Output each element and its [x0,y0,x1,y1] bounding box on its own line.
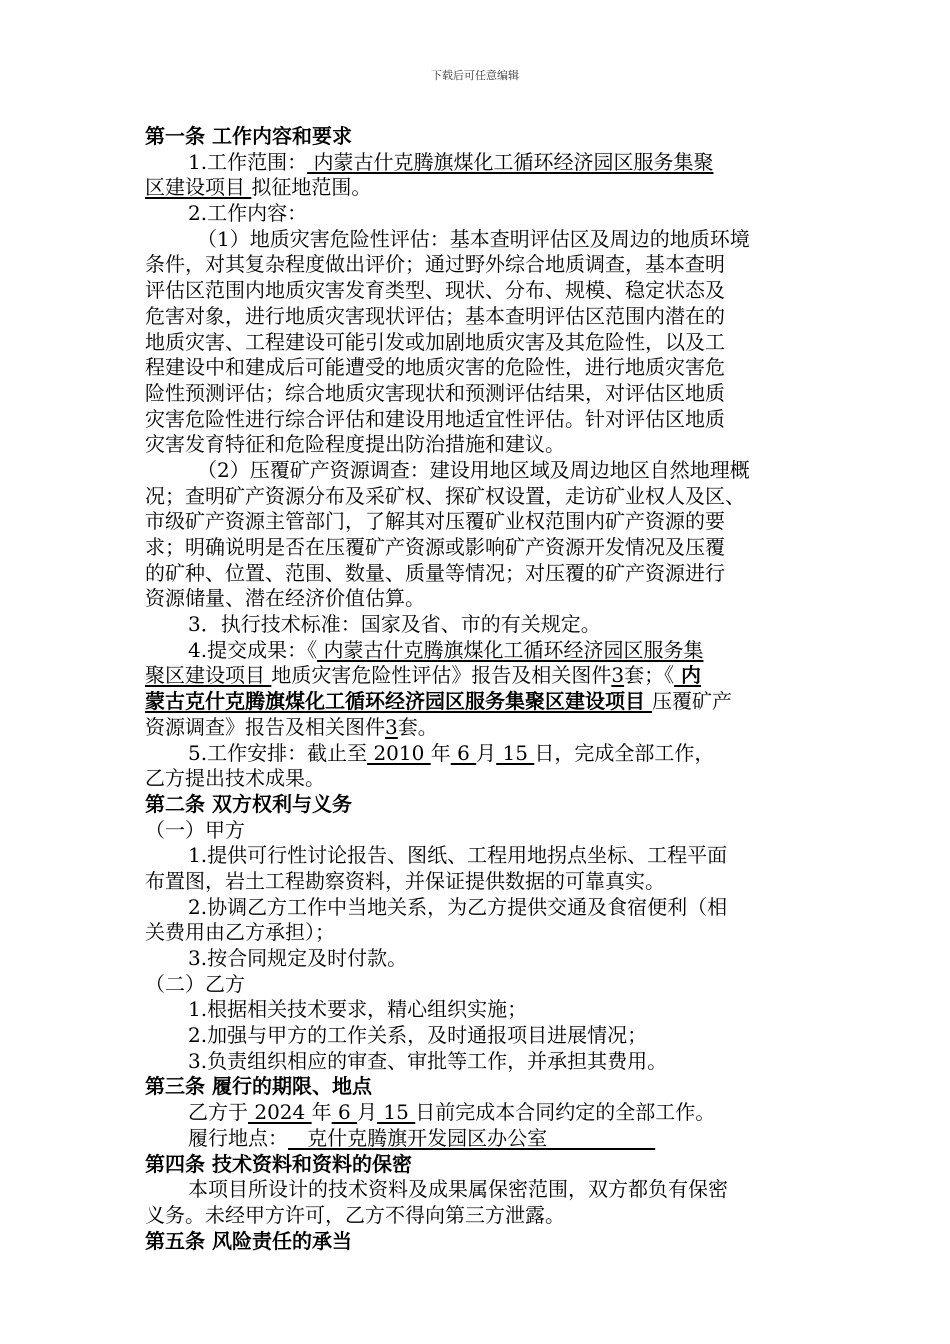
item1-line: 灾害危险性进行综合评估和建设用地适宜性评估。针对评估区地质 [145,406,725,431]
deliver-line-1 [145,638,810,664]
schedule-year: 2010 [367,740,431,765]
deliver-project2: 内 [674,663,702,688]
item1-line: 条件，对其复杂程度做出评价；通过野外综合地质调查，基本查明 [145,252,725,277]
deliver-prefix: 4.提交成果：《 [188,637,318,662]
item2-line: 求；明确说明是否在压覆矿产资源或影响矿产资源开发情况及压覆 [145,535,725,559]
schedule-month: 6 [450,740,477,765]
scope-line-2 [145,175,810,201]
scope-suffix: 拟征地范围。 [251,175,372,200]
scope-line [145,150,810,176]
deliver-mid1: 地质灾害危险性评估》报告及相关图件 [271,663,612,688]
schedule-line [145,741,810,767]
partyA-item3: 3.按合同规定及时付款。 [188,946,408,970]
item2-line: 市级矿产资源主管部门，了解其对压覆矿业权范围内矿产资源的要 [145,509,725,534]
deadline-month-label: 月 [357,1100,378,1125]
deadline-month: 6 [331,1100,358,1125]
scope-project: 内蒙古什克腾旗煤化工循环经济园区服务集聚 [307,149,714,174]
item1-line: 程建设中和建成后可能遭受的地质灾害的危险性，进行地质灾害危 [145,355,725,380]
article5-title: 第五条 风险责任的承当 [145,1228,352,1253]
item1-line: 地质灾害、工程建设可能引发或加剧地质灾害及其危险性，以及工 [145,329,725,354]
place-prefix: 履行地点： [188,1125,288,1150]
item1-line: 危害对象，进行地质灾害现状评估；基本查明评估区范围内潜在的 [145,303,725,328]
deliver-project1-cont: 聚区建设项目 [145,663,272,688]
partyB-item3: 3.负责组织相应的审查、审批等工作，并承担其费用。 [188,1048,668,1073]
deliver-line-4 [145,715,810,741]
schedule-suffix: 日，完成全部工作， [534,740,715,765]
item2-line: 况；查明矿产资源分布及采矿权、探矿权设置，走访矿业权人及区、 [145,483,745,508]
deliver-line-2 [145,663,810,689]
deliver-mid4: 资源调查》报告及相关图件 [145,714,385,739]
article1-title: 第一条 工作内容和要求 [145,124,352,148]
item2-line: 资源储量、潜在经济价值估算。 [145,586,425,611]
deliver-count1: 3 [611,663,625,688]
contract-body [145,124,810,1254]
deliver-line-3 [145,689,810,715]
partyA-item2-cont: 关费用由乙方承担）； [145,920,335,945]
place-line [145,1126,810,1152]
schedule-prefix: 5.工作安排：截止至 [188,740,368,765]
deliver-count2: 3 [385,714,398,739]
item2-line: 的矿种、位置、范围、数量、质量等情况；对压覆的矿产资源进行 [145,560,725,585]
item1-line: 险性预测评估；综合地质灾害现状和预测评估结果，对评估区地质 [145,380,725,405]
schedule-year-label: 年 [430,740,451,765]
partyA-item2: 2.协调乙方工作中当地关系，为乙方提供交通及食宿便利（相 [188,894,728,919]
scope-prefix: 1.工作范围： [188,149,308,174]
schedule-month-label: 月 [476,740,497,765]
article2-title: 第二条 双方权利与义务 [145,791,352,816]
place-value: 克什克腾旗开发园区办公室 [288,1125,656,1150]
deadline-year: 2024 [248,1100,312,1125]
deliver-mid3: 压覆矿产 [651,689,732,714]
partyA-item1: 1.提供可行性讨论报告、图纸、工程用地拐点坐标、工程平面 [188,843,728,868]
article4-title: 第四条 技术资料和资料的保密 [145,1151,412,1176]
deliver-mid2: 套；《 [624,663,675,688]
article4-text-cont: 义务。未经甲方许可，乙方不得向第三方泄露。 [145,1202,565,1227]
deliver-project1: 内蒙古什克腾旗煤化工循环经济园区服务集 [317,637,704,662]
schedule-day: 15 [496,740,535,765]
deadline-prefix: 乙方于 [188,1100,248,1125]
content-title: 2.工作内容： [188,201,308,226]
item1-line: 评估区范围内地质灾害发育类型、现状、分布、规模、稳定状态及 [145,278,725,303]
partyB-item1: 1.根据相关技术要求，精心组织实施； [188,997,528,1022]
partyB-item2: 2.加强与甲方的工作关系，及时通报项目进展情况； [188,1023,648,1048]
deliver-project2-cont: 蒙古克什克腾旗煤化工循环经济园区服务集聚区建设项目 [145,689,652,714]
standard-line: 3．执行技术标准：国家及省、市的有关规定。 [188,612,601,637]
deadline-suffix: 日前完成本合同约定的全部工作。 [415,1100,716,1125]
item2-line: （2）压覆矿产资源调查：建设用地区域及周边地区自然地理概 [197,457,750,482]
deadline-day: 15 [377,1100,416,1125]
deadline-line [145,1100,810,1126]
partyA-title: （一）甲方 [145,817,245,842]
page-header-note: 下载后可任意编辑 [431,69,519,82]
article4-text: 本项目所设计的技术资料及成果属保密范围，双方都负有保密 [188,1177,728,1202]
partyA-item1-cont: 布置图，岩土工程勘察资料，并保证提供数据的可靠真实。 [145,868,665,893]
scope-project-cont: 区建设项目 [145,175,252,200]
article3-title: 第三条 履行的期限、地点 [145,1074,372,1099]
schedule-line-2: 乙方提出技术成果。 [145,766,325,791]
deliver-end: 套。 [397,714,438,739]
partyB-title: （二）乙方 [145,971,245,996]
deadline-year-label: 年 [311,1100,332,1125]
item1-line: （1）地质灾害危险性评估：基本查明评估区及周边的地质环境 [197,226,750,251]
item1-line: 灾害发育特征和危险程度提出防治措施和建议。 [145,432,565,457]
